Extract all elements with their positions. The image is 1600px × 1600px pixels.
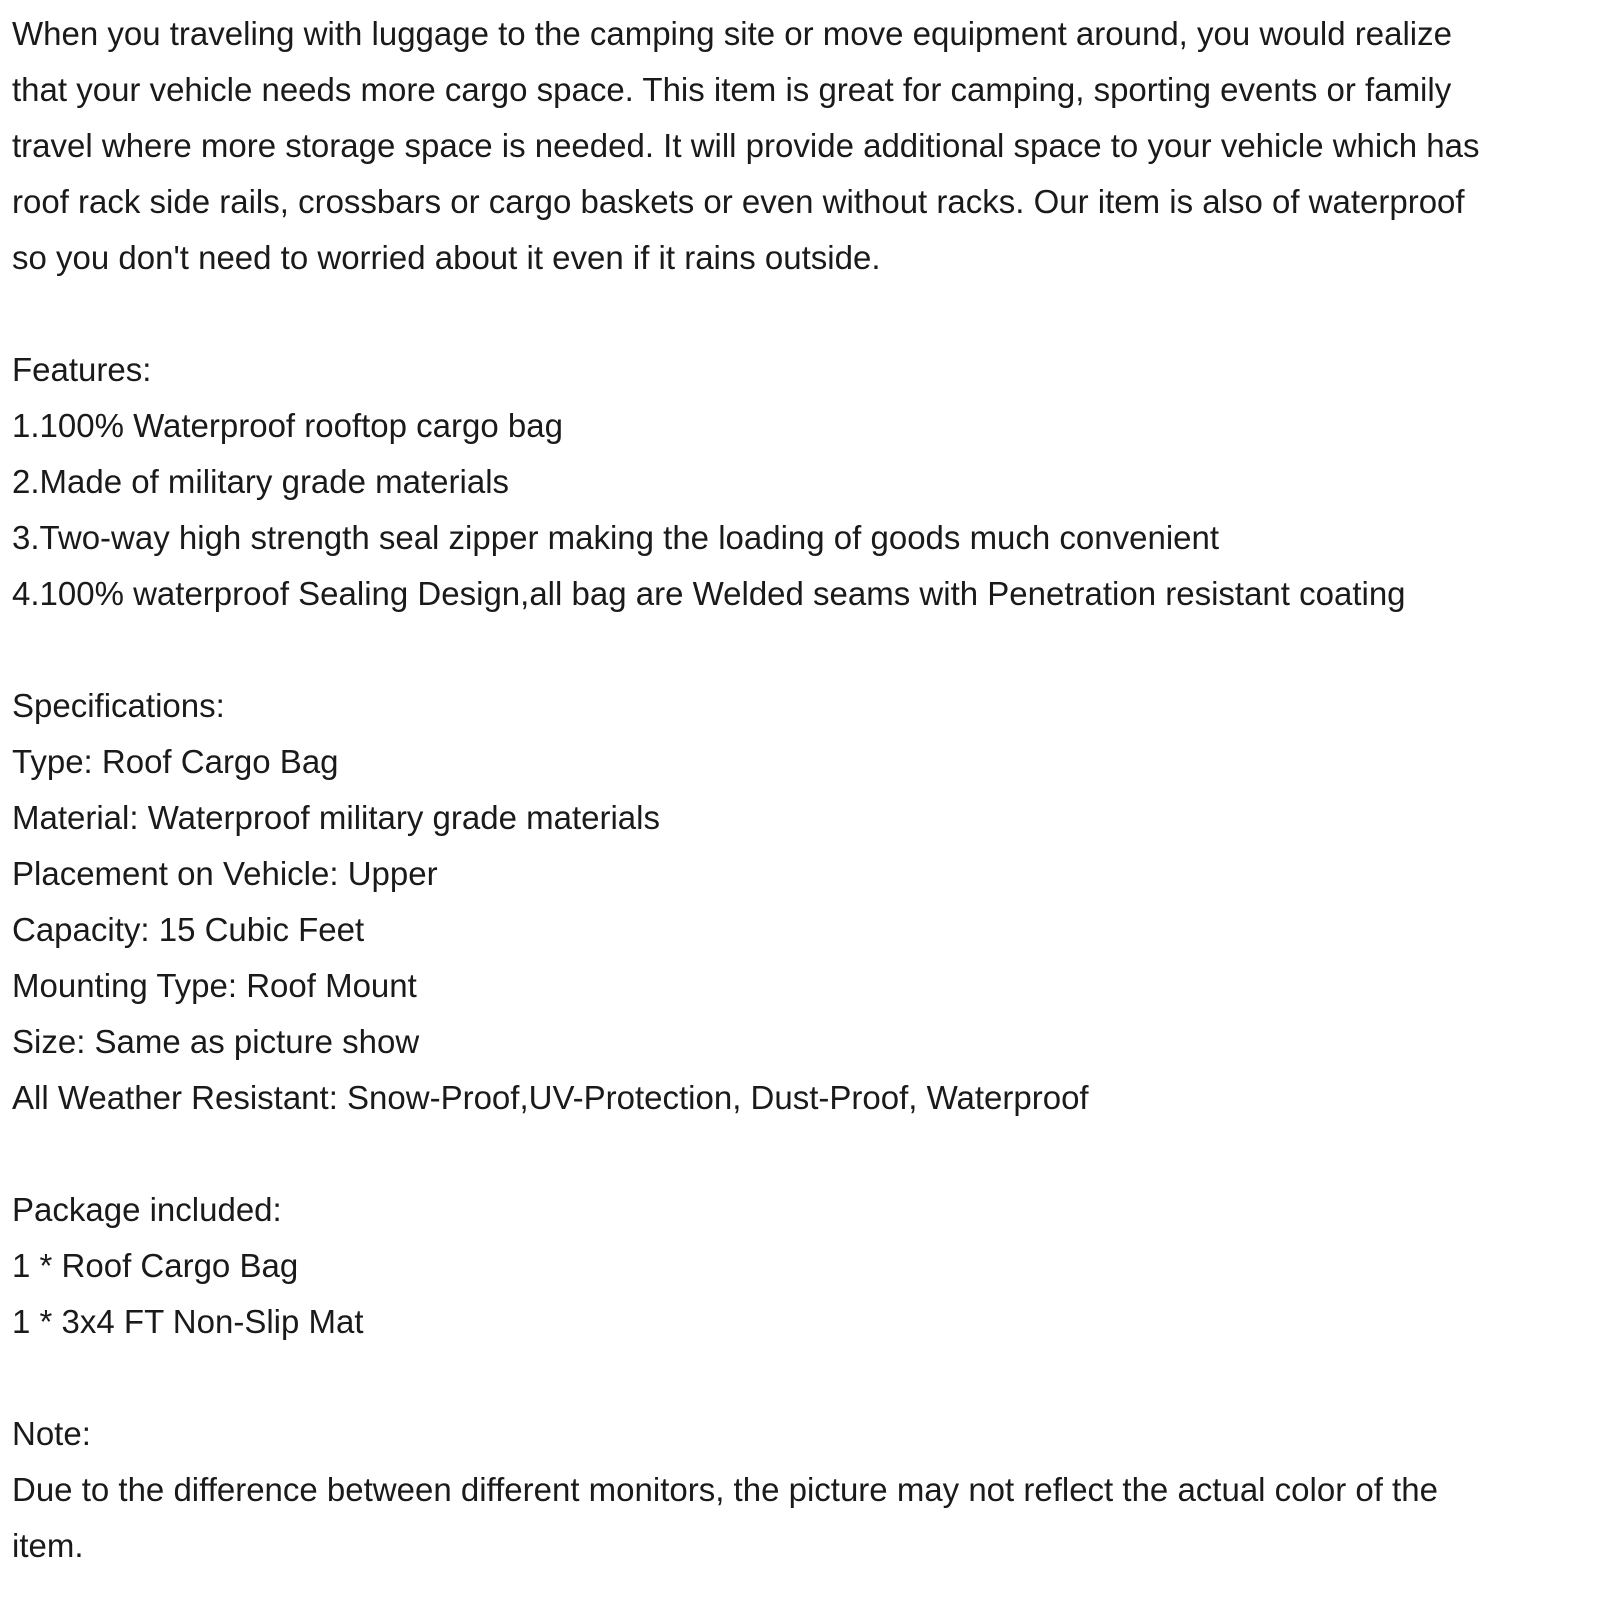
feature-item: 1.100% Waterproof rooftop cargo bag <box>12 407 563 444</box>
spec-item: All Weather Resistant: Snow-Proof,UV-Protection, Dust-Proof, Waterproof <box>12 1079 1089 1116</box>
intro-line: roof rack side rails, crossbars or cargo baskets or even without racks. Our item is also of waterproof <box>12 183 1465 220</box>
intro-paragraph <box>12 6 1588 286</box>
spec-item: Capacity: 15 Cubic Feet <box>12 911 365 948</box>
note-heading: Note: <box>12 1415 91 1452</box>
feature-item: 3.Two-way high strength seal zipper making the loading of goods much convenient <box>12 519 1220 556</box>
spec-item: Placement on Vehicle: Upper <box>12 855 438 892</box>
spec-item: Material: Waterproof military grade materials <box>12 799 660 836</box>
package-section <box>12 1182 1588 1350</box>
intro-line: When you traveling with luggage to the camping site or move equipment around, you would realize <box>12 15 1452 52</box>
section-spacer <box>12 1126 1588 1182</box>
specifications-section <box>12 678 1588 1126</box>
specifications-heading: Specifications: <box>12 687 225 724</box>
section-spacer <box>12 286 1588 342</box>
package-heading: Package included: <box>12 1191 282 1228</box>
section-spacer <box>12 1350 1588 1406</box>
feature-item: 2.Made of military grade materials <box>12 463 510 500</box>
features-section <box>12 342 1588 622</box>
section-spacer <box>12 622 1588 678</box>
spec-item: Type: Roof Cargo Bag <box>12 743 339 780</box>
spec-item: Size: Same as picture show <box>12 1023 420 1060</box>
package-item: 1 * Roof Cargo Bag <box>12 1247 299 1284</box>
features-heading: Features: <box>12 351 152 388</box>
note-section <box>12 1406 1588 1574</box>
feature-item: 4.100% waterproof Sealing Design,all bag are Welded seams with Penetration resistant coating <box>12 575 1406 612</box>
package-item: 1 * 3x4 FT Non-Slip Mat <box>12 1303 364 1340</box>
spec-item: Mounting Type: Roof Mount <box>12 967 417 1004</box>
note-line: item. <box>12 1527 84 1564</box>
intro-line: so you don't need to worried about it even if it rains outside. <box>12 239 881 276</box>
intro-line: travel where more storage space is needed. It will provide additional space to your vehicle which has <box>12 127 1480 164</box>
intro-line: that your vehicle needs more cargo space. This item is great for camping, sporting events or family <box>12 71 1452 108</box>
note-line: Due to the difference between different monitors, the picture may not reflect the actual color of the <box>12 1471 1438 1508</box>
